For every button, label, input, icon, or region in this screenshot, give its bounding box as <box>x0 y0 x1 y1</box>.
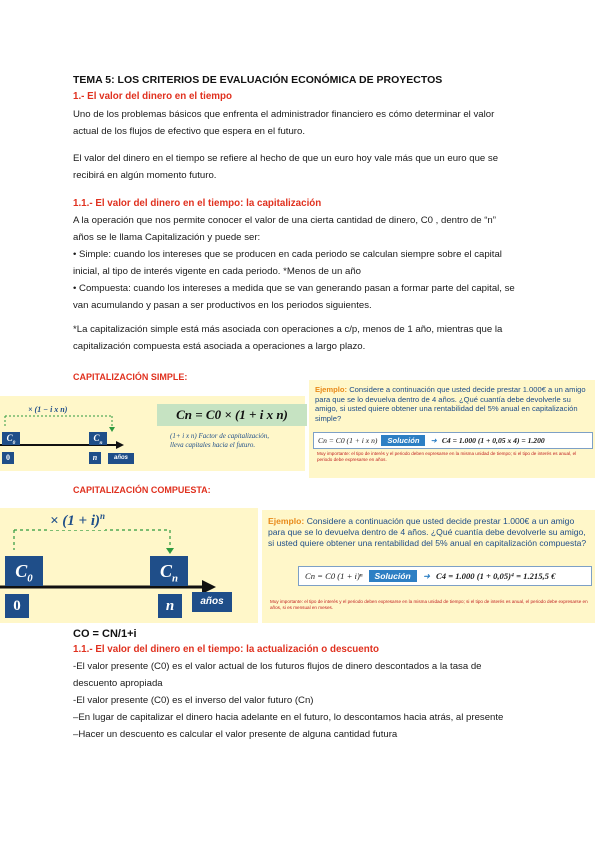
simple-formula: Cn = C0 × (1 + i x n) <box>157 404 307 426</box>
time-zero-box: 0 <box>2 452 14 464</box>
simple-diagram <box>0 396 305 471</box>
compound-fine-print: Muy importante: el tipo de interés y el periodo deben expresarse en la misma unidad de tiempo; si el tipo de interés es anual, el periodo debe expresarse en años, si es mensual en meses. <box>270 599 588 610</box>
compound-cn-box: $C_n$ <box>150 556 188 586</box>
page-title: TEMA 5: LOS CRITERIOS DE EVALUACIÓN ECONÓMICA DE PROYECTOS <box>73 74 443 86</box>
simple-example-text: Ejemplo: Considere a continuación que usted decide prestar 1.000€ a un amigo para que se lo devuelva dentro de 4 años. ¿Qué cuantía debe devolverle su amigo, si usted quiere obtener una rentabilidad del 5% anual en capitalización simple? <box>315 385 586 423</box>
section-1-1b-heading: 1.1.- El valor del dinero en el tiempo: la actualización o descuento <box>73 644 379 655</box>
simple-solution-button: Solución <box>381 435 425 446</box>
simple-solution-row <box>313 432 593 449</box>
compound-time-n-box: n <box>158 594 182 618</box>
section-1-heading: 1.- El valor del dinero en el tiempo <box>73 91 232 102</box>
simple-heading: CAPITALIZACIÓN SIMPLE: <box>73 372 188 382</box>
compound-example-text: Ejemplo: Considere a continuación que usted decide prestar 1.000€ a un amigo para que se lo devuelva dentro de 4 años. ¿Qué cuantía debe devolverle su amigo, si usted quiere obtener una rentabilidad del 5% anual en capitalización compuesta? <box>268 516 587 548</box>
compound-c0-box: $C_0$ <box>5 556 43 586</box>
simple-solution-result: C4 = 1.000 (1 + 0,05 x 4) = 1.200 <box>441 436 545 445</box>
section-1-paragraph-1: Uno de los problemas básicos que enfrenta el administrador financiero es cómo determinar el valor actual de los flujos de efectivo que espera en el futuro. <box>73 109 495 137</box>
compound-solution-formula: Cn = C0 (1 + i)ⁿ <box>305 571 363 581</box>
compound-example-panel <box>262 510 595 623</box>
section-1-1-note: *La capitalización simple está más asociada con operaciones a c/p, menos de 1 año, mientras que la capitalización compuesta está asociada a operaciones a largo plazo. <box>73 324 503 352</box>
compound-time-zero-box: 0 <box>5 594 29 618</box>
section-1-1b-body: -El valor presente (C0) es el valor actual de los futuros flujos de dinero descontados a la tasa de descuento apropiada -El valor presente (C0) es el inverso del valor futuro (Cn) –En lugar de capitalizar el dinero hacia adelante en el futuro, lo descontamos hacia atrás, al presente –Hacer un descuento es calcular el valor presente de alguna cantidad futura <box>73 661 504 740</box>
compound-solution-result: C4 = 1.000 (1 + 0,05)⁴ = 1.215,5 € <box>436 571 556 581</box>
present-value-formula: CO = CN/1+i <box>73 628 137 640</box>
compound-factor: × $(1 + i)^n$ <box>50 511 106 529</box>
c0-box: $C_0$ <box>2 432 20 445</box>
arrow-icon: ➜ <box>430 436 437 445</box>
simple-example-panel <box>309 380 595 478</box>
section-1-paragraph-2: El valor del dinero en el tiempo se refiere al hecho de que un euro hoy vale más que un euro que se recibirá en algún momento futuro. <box>73 153 499 181</box>
time-n-box: n <box>89 452 101 464</box>
simple-solution-formula: Cn = C0 (1 + i x n) <box>318 436 378 445</box>
compound-heading: CAPITALIZACIÓN COMPUESTA: <box>73 485 211 495</box>
arrow-icon: ➜ <box>422 570 431 581</box>
section-1-1-heading: 1.1.- El valor del dinero en el tiempo: la capitalización <box>73 198 322 209</box>
compound-solution-button: Solución <box>369 570 417 582</box>
simple-factor: × (1 − i x n) <box>28 405 68 414</box>
simple-fine-print: Muy importante: el tipo de interés y el periodo deben expresarse en la misma unidad de tiempo; si el tipo de interés es anual, el periodo debe expresarse en años. <box>317 451 577 462</box>
compound-solution-row <box>298 566 592 586</box>
compound-diagram <box>0 508 258 623</box>
cn-box: $C_n$ <box>89 432 107 445</box>
simple-formula-note: (1+ i x n) Factor de capitalización, lleva capitales hacia el futuro. <box>170 432 270 449</box>
section-1-1-body: A la operación que nos permite conocer el valor de una cierta cantidad de dinero, C0 , dentro de “n” años se le llama Capitalización y puede ser: • Simple: cuando los intereses que se producen en cada periodo se calculan siempre sobre el capital inicial, al tipo de interés vigente en cada periodo. *Menos de un año • Compuesta: cuando los intereses a medida que se van generando pasan a formar parte del capital, se van acumulando y pasan a ser productivos en los periodos siguientes. <box>73 215 515 311</box>
compound-years-box: años <box>192 592 232 612</box>
years-box: años <box>108 453 134 464</box>
